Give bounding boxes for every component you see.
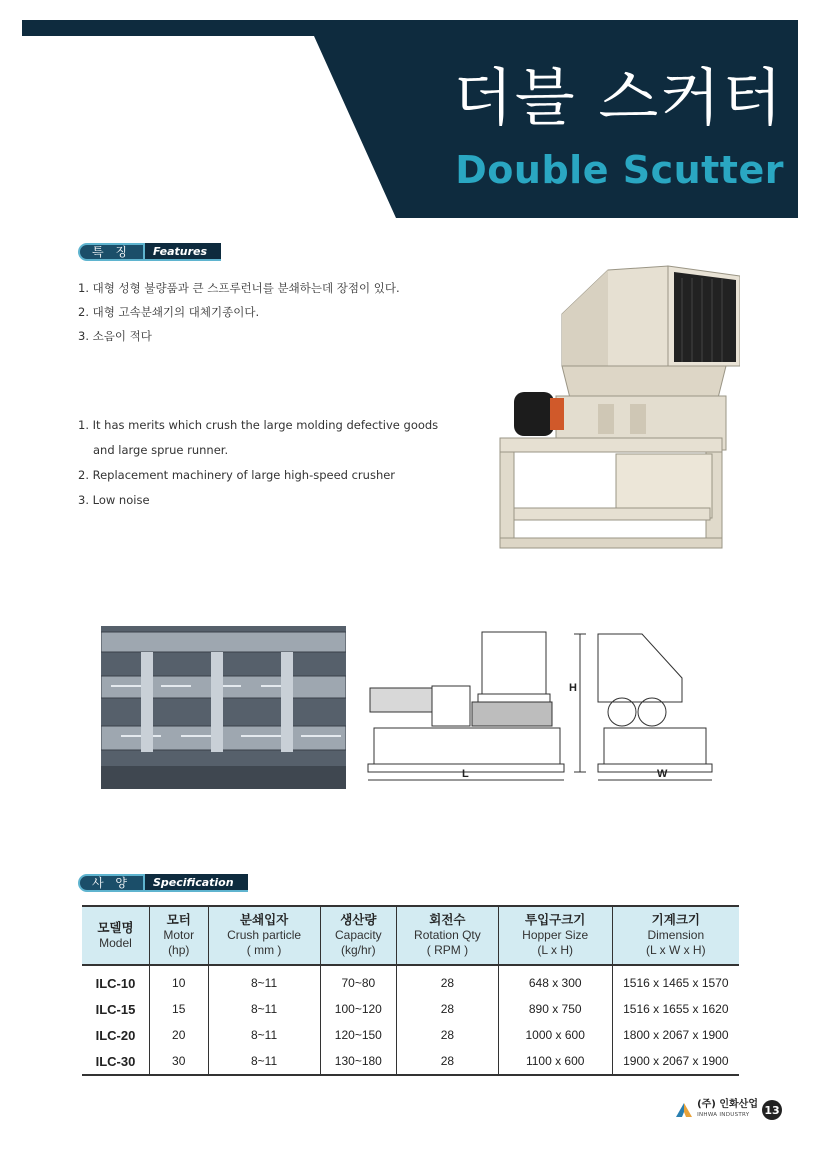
capacity-cell: 120~150 xyxy=(320,1022,396,1048)
cutter-blade-photo xyxy=(101,626,346,789)
hopper-size-cell: 890 x 750 xyxy=(498,996,612,1022)
rotation-cell: 28 xyxy=(397,965,499,996)
column-header: 회전수 Rotation Qty ( RPM ) xyxy=(397,906,499,965)
rotation-cell: 28 xyxy=(397,996,499,1022)
model-cell: ILC-30 xyxy=(82,1048,149,1075)
table-row xyxy=(82,996,739,1022)
model-cell: ILC-10 xyxy=(95,975,136,991)
drawing-label-l: L xyxy=(462,768,469,780)
drawing-label-h: H xyxy=(569,682,577,694)
technical-drawing xyxy=(360,628,732,794)
features-tag-english: Features xyxy=(145,243,221,261)
dimension-cell: 1516 x 1655 x 1620 xyxy=(612,996,739,1022)
feature-item: 3. 소음이 적다 xyxy=(78,329,152,343)
features-section-tag xyxy=(78,243,221,261)
rotation-cell: 28 xyxy=(397,1022,499,1048)
hopper-size-cell: 1100 x 600 xyxy=(498,1048,612,1075)
table-header-row xyxy=(82,906,739,965)
specification-tag-korean: 사 양 xyxy=(78,874,145,892)
motor-cell: 20 xyxy=(149,1022,208,1048)
model-cell: ILC-15 xyxy=(95,1001,136,1017)
column-header: 생산량 Capacity (kg/hr) xyxy=(320,906,396,965)
crush-particle-cell: 8~11 xyxy=(208,1022,320,1048)
drawing-label-w: W xyxy=(657,768,668,780)
dimension-cell: 1516 x 1465 x 1570 xyxy=(612,965,739,996)
motor-cell: 30 xyxy=(149,1048,208,1075)
capacity-cell: 100~120 xyxy=(320,996,396,1022)
specification-tag-english: Specification xyxy=(145,874,248,892)
column-header: 분쇄입자 Crush particle ( mm ) xyxy=(208,906,320,965)
feature-item: and large sprue runner. xyxy=(93,443,229,457)
feature-item: 2. 대형 고속분쇄기의 대체기종이다. xyxy=(78,305,260,319)
model-cell: ILC-20 xyxy=(95,1027,136,1043)
specification-section-tag xyxy=(78,874,248,892)
dimension-cell: 1800 x 2067 x 1900 xyxy=(612,1022,739,1048)
company-name xyxy=(697,1100,758,1120)
page-footer xyxy=(675,1100,782,1120)
table-row xyxy=(82,1048,739,1075)
feature-item: 1. It has merits which crush the large molding defective goods xyxy=(78,418,439,432)
feature-item: 1. 대형 성형 불량품과 큰 스프루런너를 분쇄하는데 장점이 있다. xyxy=(78,281,400,295)
company-name-english: INHWA INDUSTRY xyxy=(697,1112,750,1118)
machine-photo xyxy=(496,258,740,554)
capacity-cell: 130~180 xyxy=(320,1048,396,1075)
page-title-english: Double Scutter xyxy=(455,148,784,192)
column-header: 모델명 Model xyxy=(82,906,149,965)
motor-cell: 15 xyxy=(149,996,208,1022)
features-list-english xyxy=(78,413,438,513)
table-row xyxy=(82,965,739,996)
hopper-size-cell: 1000 x 600 xyxy=(498,1022,612,1048)
hopper-size-cell: 648 x 300 xyxy=(498,965,612,996)
crush-particle-cell: 8~11 xyxy=(208,965,320,996)
features-tag-korean: 특 징 xyxy=(78,243,145,261)
crush-particle-cell: 8~11 xyxy=(208,1048,320,1075)
column-header: 투입구크기 Hopper Size (L x H) xyxy=(498,906,612,965)
table-row xyxy=(82,1022,739,1048)
page-number: 13 xyxy=(762,1100,782,1120)
crush-particle-cell: 8~11 xyxy=(208,996,320,1022)
column-header: 기계크기 Dimension (L x W x H) xyxy=(612,906,739,965)
dimension-cell: 1900 x 2067 x 1900 xyxy=(612,1048,739,1075)
column-header: 모터 Motor (hp) xyxy=(149,906,208,965)
rotation-cell: 28 xyxy=(397,1048,499,1075)
capacity-cell: 70~80 xyxy=(320,965,396,996)
feature-item: 3. Low noise xyxy=(78,493,150,507)
feature-item: 2. Replacement machinery of large high-speed crusher xyxy=(78,468,396,482)
specification-table xyxy=(82,905,739,1076)
motor-cell: 10 xyxy=(149,965,208,996)
company-logo-icon xyxy=(675,1102,693,1118)
features-list-korean xyxy=(78,276,400,348)
page-title-korean: 더블 스커터 xyxy=(452,61,784,134)
company-name-korean: (주) 인화산업 xyxy=(697,1099,758,1110)
